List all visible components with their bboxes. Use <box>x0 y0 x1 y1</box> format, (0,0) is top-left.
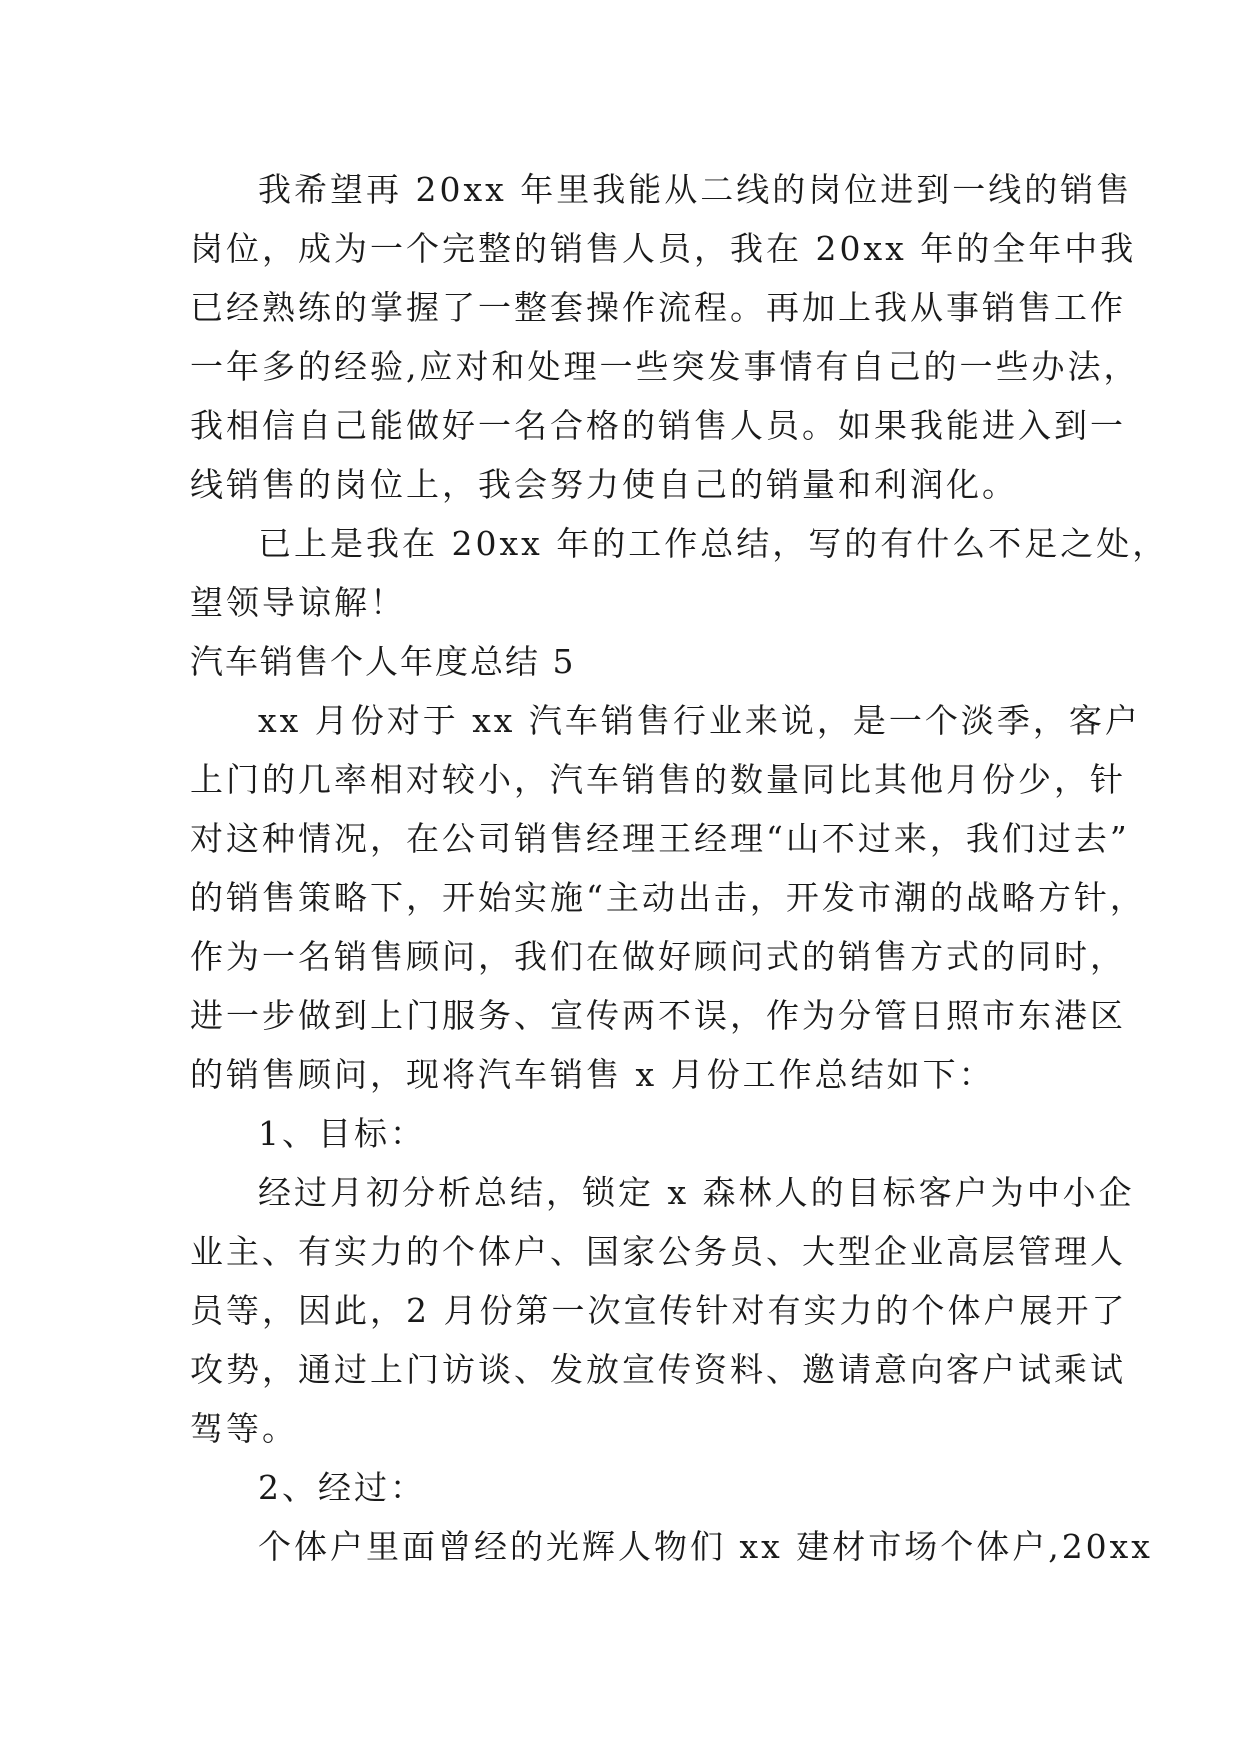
paragraph-line: 进一步做到上门服务、宣传两不误，作为分管日照市东港区 <box>190 996 1126 1035</box>
paragraph-line: xx 月份对于 xx 汽车销售行业来说，是一个淡季，客户 <box>258 701 1141 740</box>
section-heading: 汽车销售个人年度总结 5 <box>190 642 576 681</box>
paragraph-line: 驾等。 <box>190 1409 298 1448</box>
paragraph-line: 个体户里面曾经的光辉人物们 xx 建材市场个体户,20xx <box>258 1527 1153 1566</box>
paragraph-line: 我希望再 20xx 年里我能从二线的岗位进到一线的销售 <box>258 170 1133 209</box>
paragraph-line: 员等，因此，2 月份第一次宣传针对有实力的个体户展开了 <box>190 1291 1128 1330</box>
paragraph-line: 岗位，成为一个完整的销售人员，我在 20xx 年的全年中我 <box>190 229 1137 268</box>
paragraph-line: 线销售的岗位上，我会努力使自己的销量和利润化。 <box>190 465 1018 504</box>
paragraph-line: 攻势，通过上门访谈、发放宣传资料、邀请意向客户试乘试 <box>190 1350 1126 1389</box>
list-item-heading: 2、经过： <box>258 1468 426 1507</box>
document-body <box>190 160 1169 1576</box>
paragraph-line: 已上是我在 20xx 年的工作总结，写的有什么不足之处， <box>258 524 1169 563</box>
paragraph-line: 一年多的经验,应对和处理一些突发事情有自己的一些办法， <box>190 347 1140 386</box>
paragraph-line: 的销售策略下，开始实施“主动出击，开发市潮的战略方针， <box>190 878 1146 917</box>
paragraph-line: 对这种情况，在公司销售经理王经理“山不过来，我们过去” <box>190 819 1130 858</box>
list-item-heading: 1、目标： <box>258 1114 426 1153</box>
paragraph-line: 上门的几率相对较小，汽车销售的数量同比其他月份少，针 <box>190 760 1126 799</box>
paragraph-line: 已经熟练的掌握了一整套操作流程。再加上我从事销售工作 <box>190 288 1126 327</box>
paragraph-line: 业主、有实力的个体户、国家公务员、大型企业高层管理人 <box>190 1232 1126 1271</box>
paragraph-line: 经过月初分析总结，锁定 x 森林人的目标客户为中小企 <box>258 1173 1135 1212</box>
paragraph-line: 的销售顾问，现将汽车销售 x 月份工作总结如下： <box>190 1055 995 1094</box>
paragraph-line: 我相信自己能做好一名合格的销售人员。如果我能进入到一 <box>190 406 1126 445</box>
paragraph-line: 望领导谅解！ <box>190 583 406 622</box>
paragraph-line: 作为一名销售顾问，我们在做好顾问式的销售方式的同时， <box>190 937 1126 976</box>
